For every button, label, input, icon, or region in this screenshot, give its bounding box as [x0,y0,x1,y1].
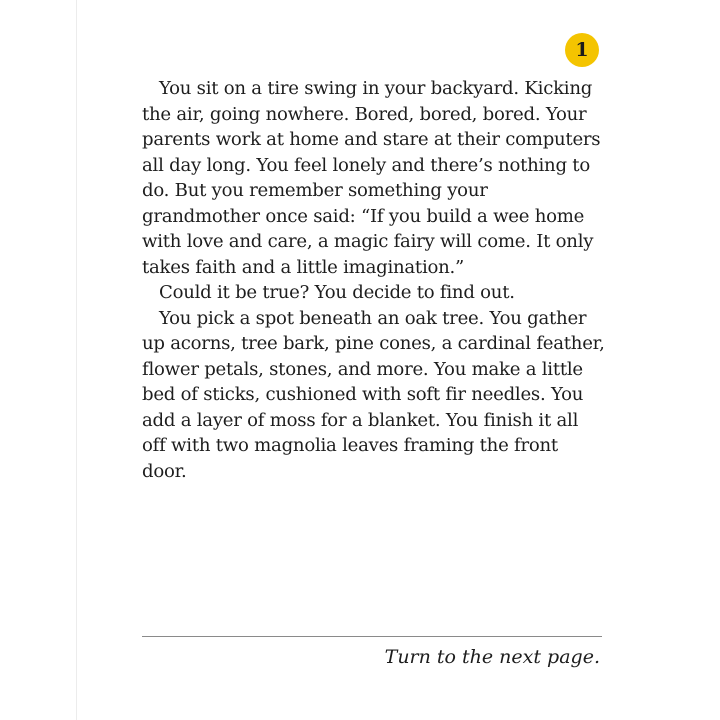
text-line: You sit on a tire swing in your backyard. Kicking [159,78,593,99]
footer-instruction: Turn to the next page. [384,646,600,668]
page-number-badge: 1 [565,33,599,67]
text-line: off with two magnolia leaves framing the front [142,435,558,456]
text-line: add a layer of moss for a blanket. You finish it all [142,409,579,431]
text-line: parents work at home and stare at their computers [142,129,601,150]
text-line: do. But you remember something your [142,180,488,201]
paragraph [142,76,608,280]
text-line: Could it be true? You decide to find out. [159,282,515,303]
story-text [142,76,608,484]
text-line: bed of sticks, cushioned with soft fir needles. You [142,384,584,405]
text-line: the air, going nowhere. Bored, bored, bored. Your [142,103,587,125]
text-line: takes faith and a little imagination.” [142,256,465,278]
text-line: door. [142,460,187,482]
text-line: flower petals, stones, and more. You make a little [142,358,583,380]
text-line: all day long. You feel lonely and there’s nothing to [142,154,590,176]
paragraph [142,306,608,485]
text-line: up acorns, tree bark, pine cones, a cardinal feather, [142,333,605,354]
paragraph [142,280,608,306]
text-line: grandmother once said: “If you build a wee home [142,205,585,227]
footer-divider [142,636,602,637]
page-edge-divider [76,0,77,720]
text-line: You pick a spot beneath an oak tree. You gather [159,307,587,329]
text-line: with love and care, a magic fairy will come. It only [142,231,594,252]
